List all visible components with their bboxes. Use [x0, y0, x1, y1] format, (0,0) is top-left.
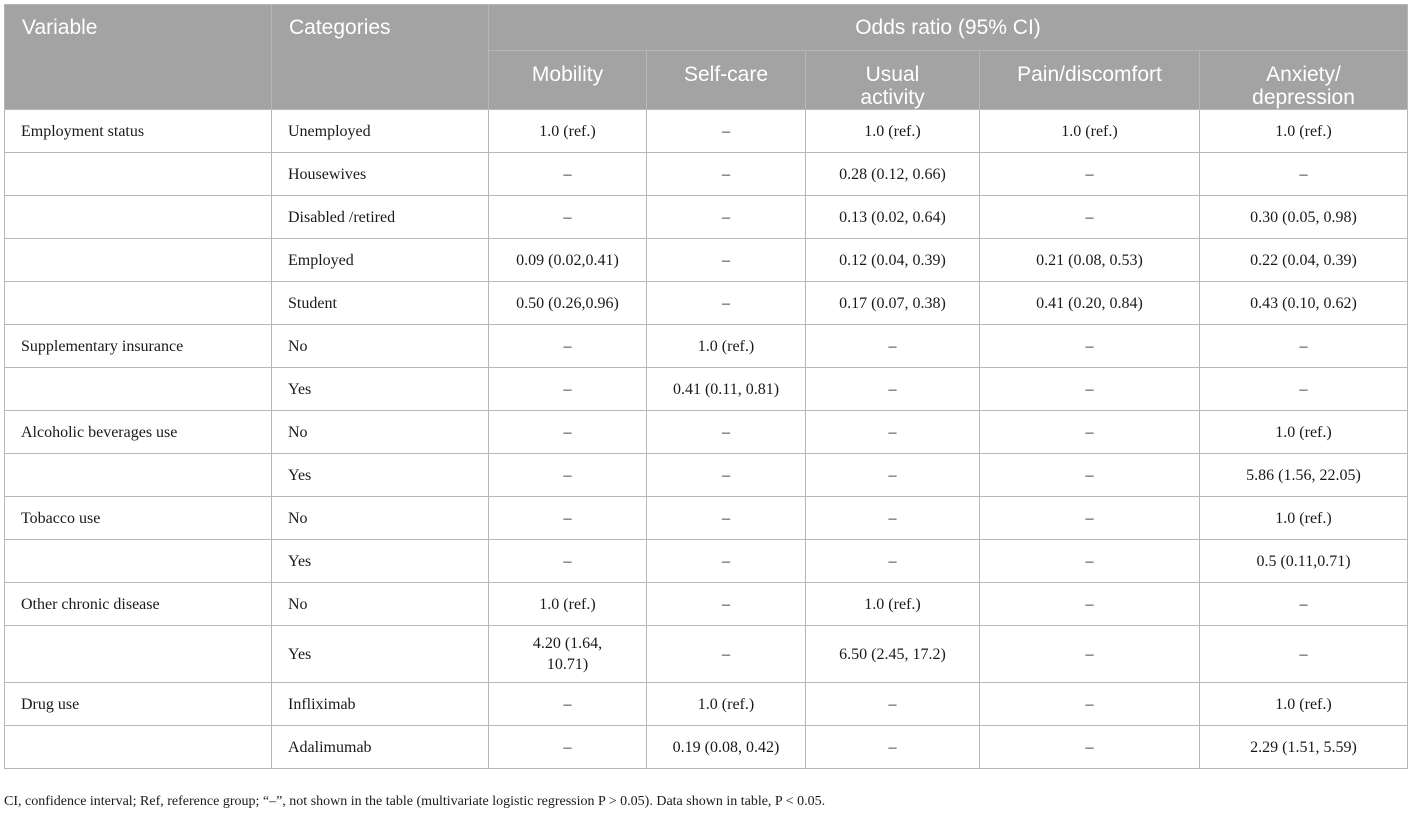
- cell-variable: Employment status: [5, 110, 272, 153]
- cell-self-care: –: [647, 282, 806, 325]
- cell-variable: [5, 626, 272, 683]
- cell-mobility: –: [489, 540, 647, 583]
- cell-variable: [5, 196, 272, 239]
- table-row: [5, 325, 1408, 368]
- odds-ratio-table-container: [4, 4, 1407, 769]
- table-row: [5, 368, 1408, 411]
- cell-variable: Tobacco use: [5, 497, 272, 540]
- cell-anxiety-depression: –: [1200, 153, 1408, 196]
- cell-pain-discomfort: –: [980, 196, 1200, 239]
- cell-anxiety-depression: 1.0 (ref.): [1200, 110, 1408, 153]
- table-row: [5, 683, 1408, 726]
- cell-mobility: 1.0 (ref.): [489, 110, 647, 153]
- cell-pain-discomfort: 0.41 (0.20, 0.84): [980, 282, 1200, 325]
- cell-category: Employed: [272, 239, 489, 282]
- cell-usual-activity: –: [806, 368, 980, 411]
- cell-category: Disabled /retired: [272, 196, 489, 239]
- cell-usual-activity: –: [806, 325, 980, 368]
- header-odds-ratio-group: Odds ratio (95% CI): [489, 5, 1408, 51]
- cell-anxiety-depression: 0.43 (0.10, 0.62): [1200, 282, 1408, 325]
- cell-variable: Drug use: [5, 683, 272, 726]
- cell-mobility: 0.09 (0.02,0.41): [489, 239, 647, 282]
- cell-variable: Supplementary insurance: [5, 325, 272, 368]
- table-row: [5, 153, 1408, 196]
- cell-self-care: 1.0 (ref.): [647, 325, 806, 368]
- cell-category: Yes: [272, 368, 489, 411]
- cell-pain-discomfort: –: [980, 540, 1200, 583]
- cell-self-care: 0.19 (0.08, 0.42): [647, 726, 806, 769]
- cell-self-care: –: [647, 454, 806, 497]
- table-row: [5, 726, 1408, 769]
- cell-mobility: –: [489, 325, 647, 368]
- cell-mobility: –: [489, 726, 647, 769]
- cell-mobility: –: [489, 454, 647, 497]
- cell-self-care: –: [647, 196, 806, 239]
- cell-pain-discomfort: –: [980, 726, 1200, 769]
- cell-category: No: [272, 325, 489, 368]
- cell-anxiety-depression: 1.0 (ref.): [1200, 497, 1408, 540]
- cell-mobility: –: [489, 683, 647, 726]
- cell-pain-discomfort: –: [980, 626, 1200, 683]
- table-row: [5, 454, 1408, 497]
- cell-usual-activity: –: [806, 454, 980, 497]
- cell-pain-discomfort: 0.21 (0.08, 0.53): [980, 239, 1200, 282]
- cell-pain-discomfort: –: [980, 368, 1200, 411]
- header-usual-activity: Usual activity: [806, 51, 980, 110]
- table-row: [5, 497, 1408, 540]
- cell-self-care: –: [647, 497, 806, 540]
- cell-pain-discomfort: –: [980, 683, 1200, 726]
- cell-category: No: [272, 411, 489, 454]
- cell-self-care: –: [647, 626, 806, 683]
- cell-pain-discomfort: –: [980, 411, 1200, 454]
- cell-usual-activity: 1.0 (ref.): [806, 110, 980, 153]
- cell-self-care: –: [647, 411, 806, 454]
- cell-variable: [5, 282, 272, 325]
- table-row: [5, 583, 1408, 626]
- odds-ratio-table: [4, 4, 1408, 769]
- cell-anxiety-depression: –: [1200, 368, 1408, 411]
- cell-usual-activity: 0.13 (0.02, 0.64): [806, 196, 980, 239]
- cell-mobility: –: [489, 153, 647, 196]
- cell-anxiety-depression: 2.29 (1.51, 5.59): [1200, 726, 1408, 769]
- table-header: [5, 5, 1408, 110]
- header-categories: Categories: [272, 5, 489, 110]
- cell-usual-activity: –: [806, 497, 980, 540]
- cell-self-care: –: [647, 110, 806, 153]
- cell-category: Infliximab: [272, 683, 489, 726]
- cell-usual-activity: 1.0 (ref.): [806, 583, 980, 626]
- cell-usual-activity: 0.28 (0.12, 0.66): [806, 153, 980, 196]
- header-variable: Variable: [5, 5, 272, 110]
- cell-usual-activity: 0.12 (0.04, 0.39): [806, 239, 980, 282]
- table-body: [5, 110, 1408, 769]
- table-row: [5, 196, 1408, 239]
- cell-anxiety-depression: –: [1200, 325, 1408, 368]
- cell-variable: Alcoholic beverages use: [5, 411, 272, 454]
- cell-mobility: –: [489, 368, 647, 411]
- cell-mobility: 4.20 (1.64, 10.71): [489, 626, 647, 683]
- cell-category: No: [272, 497, 489, 540]
- cell-variable: [5, 540, 272, 583]
- cell-variable: [5, 454, 272, 497]
- cell-self-care: 1.0 (ref.): [647, 683, 806, 726]
- cell-variable: [5, 726, 272, 769]
- cell-mobility: 1.0 (ref.): [489, 583, 647, 626]
- cell-usual-activity: –: [806, 726, 980, 769]
- cell-variable: [5, 153, 272, 196]
- table-row: [5, 411, 1408, 454]
- cell-variable: Other chronic disease: [5, 583, 272, 626]
- cell-self-care: –: [647, 540, 806, 583]
- cell-mobility: 0.50 (0.26,0.96): [489, 282, 647, 325]
- cell-anxiety-depression: 1.0 (ref.): [1200, 683, 1408, 726]
- cell-pain-discomfort: 1.0 (ref.): [980, 110, 1200, 153]
- cell-mobility: –: [489, 411, 647, 454]
- cell-category: Yes: [272, 626, 489, 683]
- cell-pain-discomfort: –: [980, 325, 1200, 368]
- cell-anxiety-depression: –: [1200, 626, 1408, 683]
- cell-usual-activity: –: [806, 411, 980, 454]
- header-self-care: Self-care: [647, 51, 806, 110]
- cell-anxiety-depression: 0.30 (0.05, 0.98): [1200, 196, 1408, 239]
- cell-variable: [5, 239, 272, 282]
- cell-category: Student: [272, 282, 489, 325]
- cell-anxiety-depression: –: [1200, 583, 1408, 626]
- table-row: [5, 239, 1408, 282]
- cell-category: Unemployed: [272, 110, 489, 153]
- header-mobility: Mobility: [489, 51, 647, 110]
- table-row: [5, 282, 1408, 325]
- cell-usual-activity: 0.17 (0.07, 0.38): [806, 282, 980, 325]
- cell-category: No: [272, 583, 489, 626]
- table-row: [5, 626, 1408, 683]
- cell-anxiety-depression: 0.5 (0.11,0.71): [1200, 540, 1408, 583]
- header-pain-discomfort: Pain/discomfort: [980, 51, 1200, 110]
- cell-category: Adalimumab: [272, 726, 489, 769]
- cell-category: Yes: [272, 454, 489, 497]
- cell-self-care: –: [647, 153, 806, 196]
- cell-anxiety-depression: 5.86 (1.56, 22.05): [1200, 454, 1408, 497]
- cell-self-care: –: [647, 239, 806, 282]
- cell-usual-activity: –: [806, 683, 980, 726]
- header-anxiety-depression: Anxiety/ depression: [1200, 51, 1408, 110]
- cell-category: Yes: [272, 540, 489, 583]
- cell-mobility: –: [489, 196, 647, 239]
- cell-pain-discomfort: –: [980, 454, 1200, 497]
- cell-mobility: –: [489, 497, 647, 540]
- cell-pain-discomfort: –: [980, 583, 1200, 626]
- cell-category: Housewives: [272, 153, 489, 196]
- table-row: [5, 540, 1408, 583]
- cell-variable: [5, 368, 272, 411]
- table-row: [5, 110, 1408, 153]
- cell-pain-discomfort: –: [980, 497, 1200, 540]
- cell-self-care: –: [647, 583, 806, 626]
- table-footnote: CI, confidence interval; Ref, reference group; “–”, not shown in the table (multivariate logistic regression P > 0.05). Data shown in table, P < 0.05.: [4, 794, 826, 809]
- cell-pain-discomfort: –: [980, 153, 1200, 196]
- cell-self-care: 0.41 (0.11, 0.81): [647, 368, 806, 411]
- cell-anxiety-depression: 1.0 (ref.): [1200, 411, 1408, 454]
- cell-anxiety-depression: 0.22 (0.04, 0.39): [1200, 239, 1408, 282]
- cell-usual-activity: –: [806, 540, 980, 583]
- cell-usual-activity: 6.50 (2.45, 17.2): [806, 626, 980, 683]
